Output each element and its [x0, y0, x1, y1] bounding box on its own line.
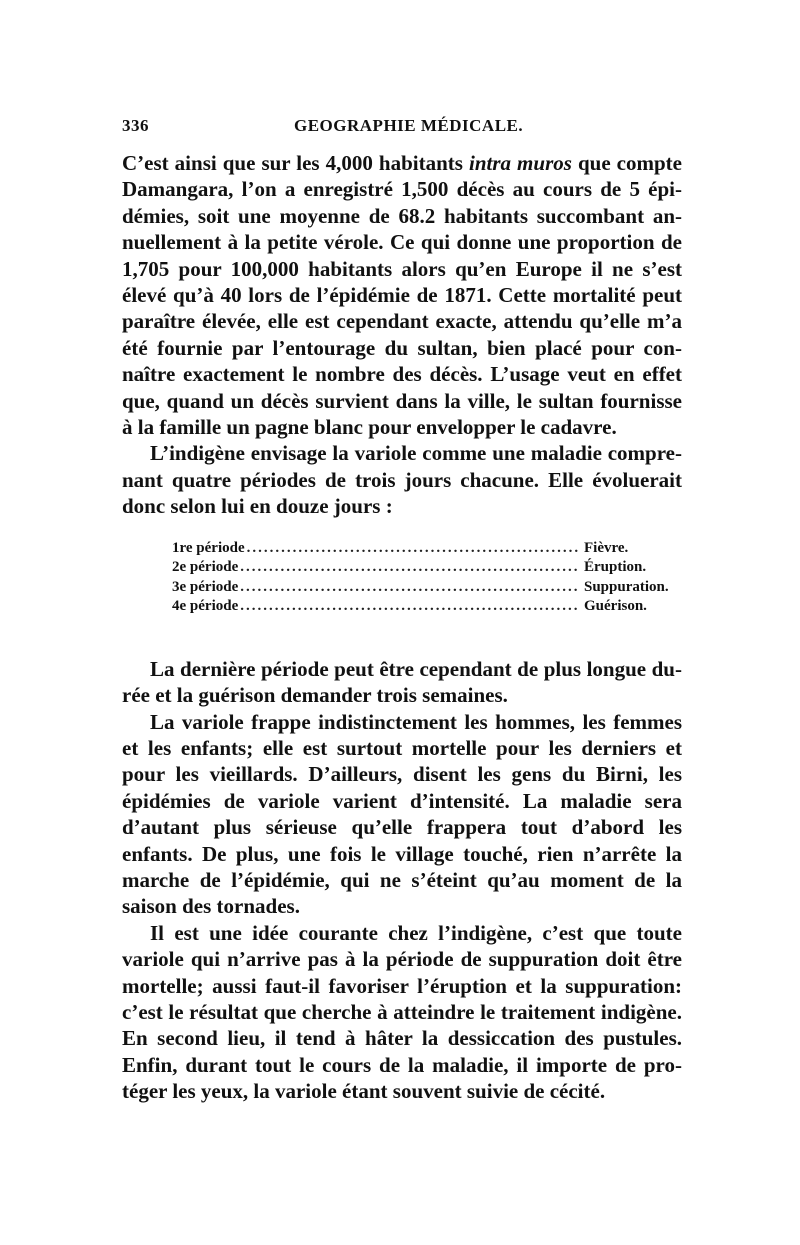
paragraph-treatment: Il est une idée courante chez l’indigène, c’est que toute variole qui n’arrive pas à la période de suppuration doit être mortelle; aussi faut-il favoriser l’éruption et la suppuration: c’est le résultat que cherche à atteindre le traitement indigène. En second lieu, il tend à hâter la dessiccation des pustules. Enfin, durant tout le cours de la maladie, il importe de protéger les yeux, la variole étant souvent suivie de cécité. [122, 920, 682, 1104]
running-title: GEOGRAPHIE MÉDICALE. [294, 116, 524, 135]
paragraph-mortality-rest: que compte Damangara, l’on a enregistré 1,500 décès au cours de 5 épidémies, soit une moyenne de 68.2 habitants succombant annuellement à la petite vérole. Ce qui donne une proportion de 1,705 pour 100,000 habitants alors qu’en Europe il ne s’est élevé qu’à 40 lors de l’épidémie de 1871. Cette mortalité peut paraître élevée, elle est cependant exacte, attendu qu’elle m’a été fournie par l’entourage du sultan, bien placé pour connaître exactement le nombre des décès. L’usage veut en effet que, quand un décès survient dans la ville, le sultan fournisse à la famille un pagne blanc pour envelopper le cadavre. [122, 151, 682, 440]
period-label: 2e période [172, 559, 239, 576]
period-value: Suppuration. [584, 578, 669, 595]
period-value: Guérison. [584, 598, 647, 615]
period-row [172, 540, 680, 560]
paragraph-periods-intro: L’indigène envisage la variole comme une maladie comprenant quatre périodes de trois jours chacune. Elle évoluerait donc selon lui en douze jours : [122, 441, 682, 519]
paragraph-mortality-start: C’est ainsi que sur les 4,000 habitants [122, 151, 469, 175]
paragraph-victims: La variole frappe indistinctement les hommes, les femmes et les enfants; elle est surtout mortelle pour les derniers et pour les vieillards. D’ailleurs, disent les gens du Birni, les épidémies de variole varient d’intensité. La maladie sera d’autant plus sérieuse qu’elle frappera tout d’abord les enfants. De plus, une fois le village touché, rien n’arrête la marche de l’épidémie, qui ne s’éteint qu’au moment de la saison des tornades. [122, 709, 682, 919]
paragraph-last-period: La dernière période peut être cependant de plus longue durée et la guérison demander trois semaines. [122, 656, 682, 708]
running-head [122, 116, 682, 144]
page-number: 336 [122, 116, 149, 135]
period-label: 4e période [172, 598, 239, 615]
paragraph-mortality [122, 150, 682, 440]
leader-dots [247, 540, 578, 557]
leader-dots [240, 559, 578, 576]
period-value: Éruption. [584, 559, 647, 576]
period-label: 1re période [172, 539, 245, 556]
period-label: 3e période [172, 578, 239, 595]
period-row [172, 579, 680, 599]
leader-dots [240, 579, 578, 596]
leader-dots [240, 598, 578, 615]
periods-table [172, 540, 680, 618]
book-page [122, 116, 682, 1105]
intra-muros-italic: intra muros [469, 151, 572, 175]
period-row [172, 598, 680, 618]
period-row [172, 559, 680, 579]
period-value: Fièvre. [584, 539, 629, 556]
